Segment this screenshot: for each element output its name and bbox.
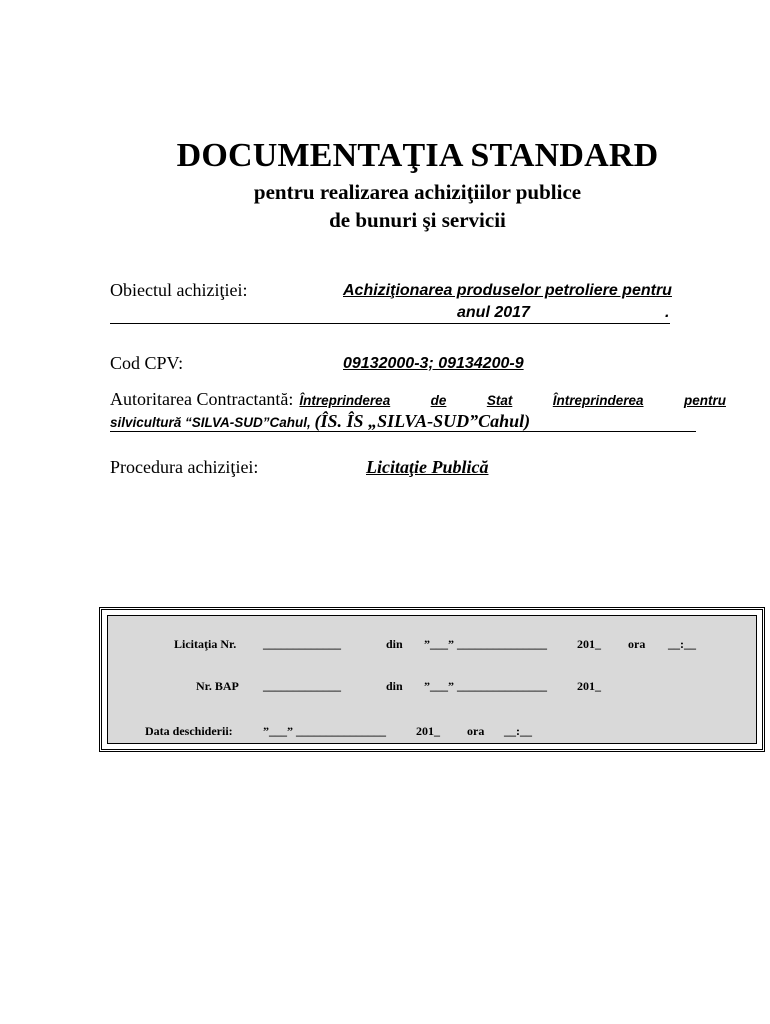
opening-year: 201_ [416,724,440,738]
bap-year: 201_ [577,679,601,693]
document-title: DOCUMENTAŢIA STANDARD [176,137,659,174]
authority-word: de [430,393,447,408]
opening-ora-label: ora [467,724,485,738]
authority-line2 [110,411,696,432]
authority-value-line2a: silvicultură “SILVA-SUD”Cahul, [110,415,315,430]
authority-word: Stat [486,393,513,408]
auction-info-box [99,607,765,752]
object-value-line1: Achiziţionarea produselor petroliere pentru [343,282,672,299]
authority-value-line2b: (ÎS. ÎS „SILVA-SUD”Cahul) [314,411,531,431]
procedure-value: Licitaţie Publică [366,457,489,477]
cpv-value: 09132000-3; 09134200-9 [343,355,524,372]
object-value-line2: anul 2017 [457,304,530,321]
authority-word: Întreprinderea [299,393,391,408]
authority-label: Autoritarea Contractantă: [110,389,294,409]
auction-year: 201_ [577,637,601,651]
auction-number-label: Licitaţia Nr. [174,637,237,651]
bap-number-label: Nr. BAP [196,679,239,693]
bap-number-row [108,679,758,695]
auction-date-blank: ”___” _______________ [424,637,547,651]
opening-date-label: Data deschiderii: [145,724,233,738]
bap-number-blank: _____________ [263,679,341,693]
bap-date-blank: ”___” _______________ [424,679,547,693]
opening-date-row [108,724,758,740]
cpv-label: Cod CPV: [110,353,184,373]
authority-word: Întreprinderea [552,393,644,408]
auction-ora-label: ora [628,637,646,651]
auction-time-blank: __:__ [668,637,696,651]
auction-number-blank: _____________ [263,637,341,651]
auction-number-row [108,637,758,653]
object-underline [110,303,670,324]
auction-info-box-inner [107,615,757,744]
authority-line1 [110,389,726,410]
object-label: Obiectul achiziţiei: [110,280,248,300]
authority-word: pentru [683,393,726,408]
opening-date-blank: ”___” _______________ [263,724,386,738]
procedure-label: Procedura achiziţiei: [110,457,259,477]
document-subtitle-line1: pentru realizarea achiziţiilor publice [253,180,582,204]
auction-din-label: din [386,637,403,651]
authority-value-line1 [293,393,726,408]
bap-din-label: din [386,679,403,693]
object-value-end: . [665,304,670,321]
document-subtitle-line2: de bunuri şi servicii [329,208,506,232]
opening-time-blank: __:__ [504,724,532,738]
